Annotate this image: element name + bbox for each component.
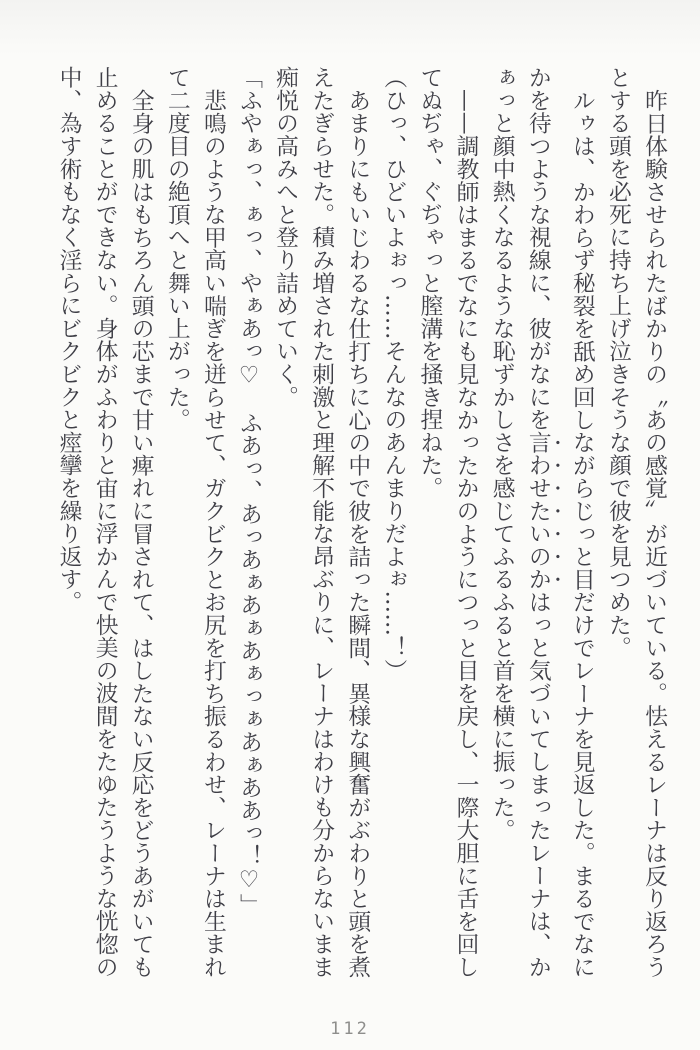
text-run: 悲鳴のような甲高い喘ぎを迸らせて、ガクビクとお尻を打ち振るわせ、レーナは生まれて二度目の絶頂へと舞い上がった。 <box>163 66 226 978</box>
paragraph-1 <box>600 66 672 982</box>
text-run: 昨日体験させられたばかりの〝あの感覚〟が近づいている。怯えるレーナは反り返ろうとする頭を必死に持ち上げ泣きそうな顔で彼を見つめた。 <box>604 66 667 978</box>
paragraph-5 <box>267 66 375 982</box>
text-run: （ひっ、ひどいよぉっ……そんなのあんまりだよぉ……！） <box>380 66 407 682</box>
text-run: あまりにもいじわるな仕打ちに心の中で彼を詰った瞬間、異様な興奮がぶわりと頭を煮えたぎらせた。積み増された刺激と理解不能な昂ぶりに、レーナはわけも分からないまま痴悦の高みへと登り詰めていく。 <box>272 66 371 978</box>
paragraph-2 <box>484 66 600 982</box>
vertical-text-block <box>56 66 672 982</box>
paragraph-7 <box>159 66 231 982</box>
emphasized-text: 言わせたいのか <box>524 430 551 591</box>
paragraph-3 <box>411 66 483 982</box>
paragraph-4 <box>375 66 411 982</box>
page-number: 112 <box>330 1019 370 1039</box>
text-run: ルゥは、かわらず秘裂を舐め回しながらじっと目だけでレーナを見返した。まるでなにかを待つような視線に、彼がなにを <box>524 66 595 978</box>
paragraph-8 <box>50 66 158 982</box>
text-run: 「ふやぁっ、ぁっ、やぁあっ♡ ふあっ、あっあぁあぁあぁっぁあぁああっ！♡」 <box>235 66 262 916</box>
text-run: ——調教師はまるでなにも見なかったかのようにつっと目を戻し、一際大胆に舌を回してぬぢゃ、ぐぢゃっと膣溝を掻き捏ねた。 <box>416 66 479 978</box>
paragraph-6 <box>231 66 267 982</box>
text-run: 全身の肌はもちろん頭の芯まで甘い痺れに冒されて、はしたない反応をどうあがいても止めることができない。身体がふわりと宙に浮かんで快美の波間をたゆたうような恍惚の中、為す術もなく淫らにビクビクと痙攣を繰り返す。 <box>55 66 154 978</box>
text-run: はっと気づいてしまったレーナは、かぁっと顔中熱くなるような恥ずかしさを感じてふるふると首を横に振った。 <box>488 66 551 979</box>
